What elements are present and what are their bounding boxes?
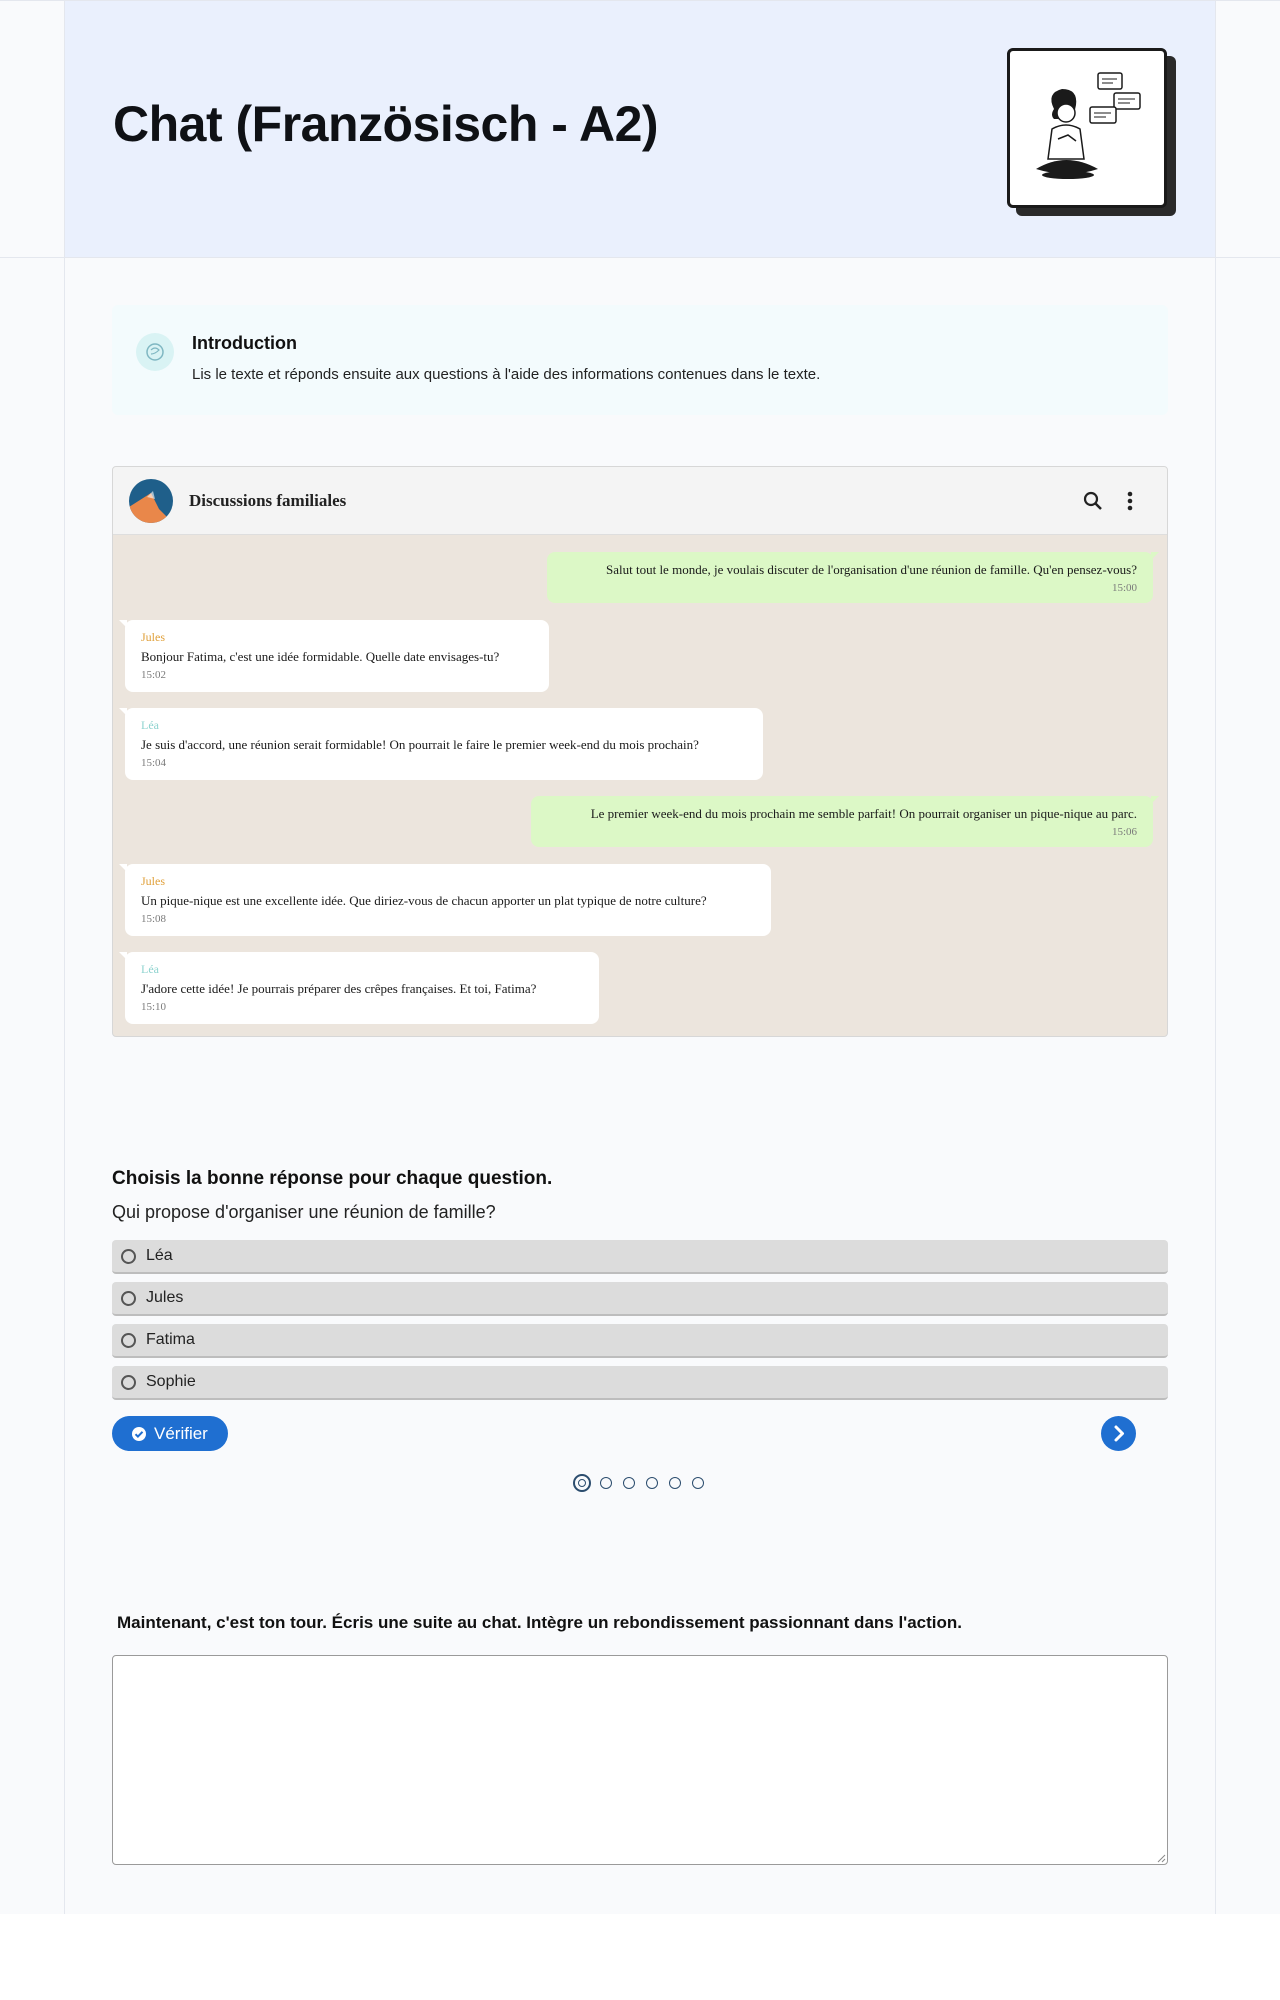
message-sender: Jules: [141, 874, 165, 888]
brain-icon: [136, 333, 174, 371]
message-text: Bonjour Fatima, c'est une idée formidable. Quelle date envisages-tu?: [141, 649, 500, 664]
chat-message: [125, 952, 599, 1024]
chat-message: [531, 796, 1153, 847]
verify-button[interactable]: [112, 1416, 228, 1451]
header-illustration: [1007, 48, 1167, 208]
radio-button[interactable]: [121, 1333, 136, 1348]
message-text: Un pique-nique est une excellente idée. Que diriez-vous de chacun apporter un plat typique de notre culture?: [141, 893, 707, 908]
message-text: Salut tout le monde, je voulais discuter de l'organisation d'une réunion de famille. Qu'en pensez-vous?: [606, 562, 1137, 577]
quiz-heading: Choisis la bonne réponse pour chaque question.: [112, 1168, 553, 1189]
answer-option[interactable]: [112, 1240, 1168, 1274]
message-text: Le premier week-end du mois prochain me semble parfait! On pourrait organiser un pique-nique au parc.: [590, 806, 1137, 821]
page-title: Chat (Französisch - A2): [113, 96, 659, 152]
answer-option[interactable]: [112, 1366, 1168, 1400]
pagination-dot[interactable]: [623, 1477, 635, 1489]
chat-message: [125, 620, 549, 692]
message-text: J'adore cette idée! Je pourrais préparer des crêpes françaises. Et toi, Fatima?: [141, 981, 537, 996]
chat-header: [113, 467, 1167, 535]
divider-header: [0, 257, 1280, 258]
pagination-dot[interactable]: [692, 1477, 704, 1489]
pagination-dot[interactable]: [646, 1477, 658, 1489]
more-vertical-icon[interactable]: [1116, 487, 1144, 515]
resize-handle-icon[interactable]: [1156, 1853, 1166, 1863]
chat-message: [125, 864, 771, 936]
intro-box: [112, 305, 1168, 415]
writing-prompt: Maintenant, c'est ton tour. Écris une suite au chat. Intègre un rebondissement passionnant dans l'action.: [117, 1613, 963, 1632]
chat-title: Discussions familiales: [189, 491, 347, 510]
verify-label: Vérifier: [154, 1424, 208, 1443]
option-label: Fatima: [146, 1331, 195, 1348]
message-time: 15:00: [1111, 582, 1137, 594]
intro-heading: Introduction: [192, 333, 297, 353]
next-question-button[interactable]: [1101, 1416, 1136, 1451]
message-sender: Léa: [141, 718, 159, 732]
check-circle-icon: [132, 1427, 146, 1441]
pagination-dot-active[interactable]: [573, 1474, 591, 1492]
chat-message: [547, 552, 1153, 603]
radio-button[interactable]: [121, 1249, 136, 1264]
option-label: Léa: [146, 1247, 173, 1264]
message-time: 15:10: [141, 1001, 167, 1013]
message-time: 15:04: [141, 757, 167, 769]
chevron-right-icon: [1101, 1416, 1136, 1451]
option-label: Sophie: [146, 1373, 196, 1390]
message-sender: Léa: [141, 962, 159, 976]
quiz-question: Qui propose d'organiser une réunion de famille?: [112, 1202, 496, 1222]
intro-text: Lis le texte et réponds ensuite aux questions à l'aide des informations contenues dans le texte.: [192, 366, 821, 383]
radio-button[interactable]: [121, 1291, 136, 1306]
divider-right: [1215, 0, 1216, 1914]
divider-left: [64, 0, 65, 1914]
answer-option[interactable]: [112, 1324, 1168, 1358]
message-time: 15:08: [141, 913, 167, 925]
search-icon[interactable]: [1079, 487, 1107, 515]
message-time: 15:06: [1111, 826, 1137, 838]
answer-textarea[interactable]: [112, 1655, 1168, 1865]
message-time: 15:02: [141, 669, 167, 681]
radio-button[interactable]: [121, 1375, 136, 1390]
message-sender: Jules: [141, 630, 165, 644]
pagination-dot[interactable]: [669, 1477, 681, 1489]
chat-window: [112, 466, 1168, 1037]
chat-message: [125, 708, 763, 780]
option-label: Jules: [146, 1289, 184, 1306]
avatar: [129, 479, 173, 523]
message-text: Je suis d'accord, une réunion serait formidable! On pourrait le faire le premier week-end du mois prochain?: [141, 737, 699, 752]
answer-option[interactable]: [112, 1282, 1168, 1316]
pagination-dot[interactable]: [600, 1477, 612, 1489]
divider-top: [0, 0, 1280, 1]
person-with-speech-bubbles-illustration: [1010, 51, 1164, 205]
